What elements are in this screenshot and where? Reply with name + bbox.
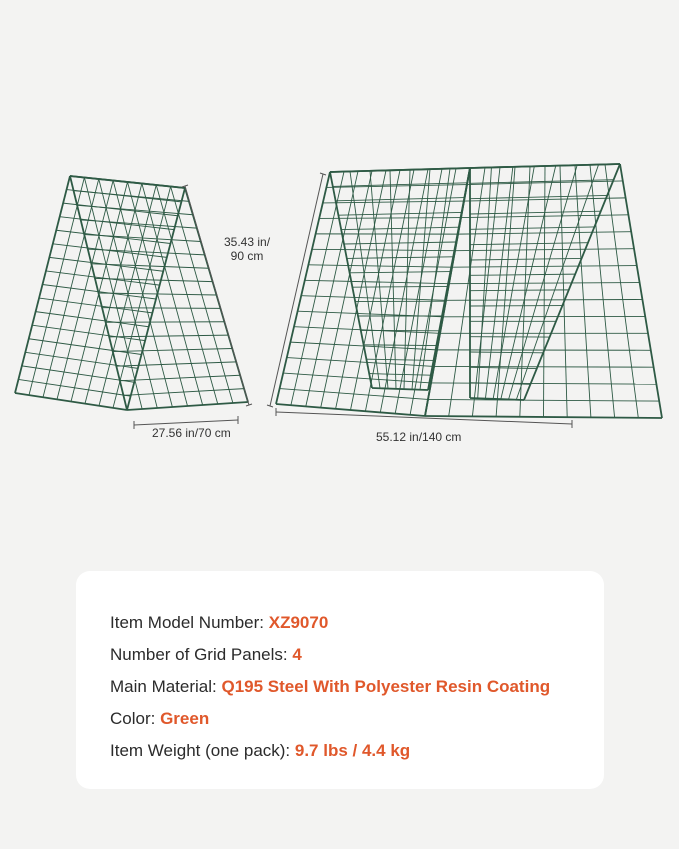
large-back-right-panel-horizontal-wire — [470, 352, 543, 353]
large-front-left-panel-horizontal-wire — [319, 218, 461, 219]
height-dimension-label — [224, 235, 270, 263]
height-label-line1: 35.43 in/ — [224, 235, 271, 249]
small-front-panel-horizontal-wire — [77, 205, 193, 215]
spec-value: Green — [160, 709, 210, 728]
grid-panels — [15, 164, 662, 418]
large-front-right-panel-vertical-wire — [449, 168, 485, 417]
large-front-left-panel-horizontal-wire — [280, 389, 428, 400]
small-back-panel-horizontal-wire — [60, 217, 174, 230]
large-back-right-panel-horizontal-wire — [470, 290, 569, 291]
spec-value: 4 — [292, 645, 302, 664]
large-front-right-panel-vertical-wire — [590, 165, 615, 418]
spec-row-weight — [110, 735, 550, 767]
small-front-panel-horizontal-wire — [120, 375, 240, 381]
large-front-left-panel-vertical-wire — [321, 171, 372, 408]
large-front-right-panel-horizontal-wire — [449, 283, 640, 284]
spec-value: Q195 Steel With Polyester Resin Coating — [221, 677, 551, 696]
large-height-dimension-line — [270, 174, 323, 406]
spec-row-color — [110, 703, 550, 735]
small-back-panel-horizontal-wire — [32, 325, 145, 340]
large-front-right-panel-horizontal-wire — [431, 383, 656, 384]
small-front-panel-horizontal-wire — [106, 322, 225, 323]
spec-value: XZ9070 — [268, 613, 329, 632]
small-back-panel-frame — [15, 393, 127, 410]
large-front-right-panel-horizontal-wire — [434, 366, 654, 367]
large-front-right-panel-vertical-wire — [544, 166, 546, 417]
large-front-right-panel-vertical-wire — [472, 167, 500, 416]
height-dimension-line — [185, 186, 249, 405]
large-back-right-panel-horizontal-wire — [470, 367, 537, 368]
large-back-left-panel-horizontal-wire — [352, 286, 447, 287]
small-back-panel-horizontal-wire — [46, 271, 160, 285]
dimension-lines — [134, 173, 572, 429]
large-front-right-panel-frame — [620, 164, 662, 418]
spec-list — [110, 607, 550, 767]
large-front-left-panel-horizontal-wire — [287, 358, 434, 367]
small-width-dimension-line — [134, 420, 238, 425]
large-front-left-panel-vertical-wire — [395, 169, 442, 414]
large-front-right-panel-frame — [425, 416, 662, 418]
large-front-left-panel-frame — [276, 404, 425, 416]
spec-row-model — [110, 607, 550, 639]
spec-card — [76, 571, 604, 789]
large-front-left-panel-vertical-wire — [306, 171, 358, 406]
large-front-left-panel-frame — [276, 172, 330, 404]
large-width-dimension-line — [276, 412, 572, 424]
spec-label: Main Material: — [110, 677, 222, 696]
small-back-panel-horizontal-wire — [39, 298, 152, 313]
small-front-panel-horizontal-wire — [88, 249, 205, 255]
large-front-right-panel-vertical-wire — [520, 166, 530, 416]
large-back-left-panel-horizontal-wire — [347, 257, 453, 259]
large-front-right-panel-vertical-wire — [605, 164, 638, 417]
spec-label: Color: — [110, 709, 161, 728]
large-front-left-panel-vertical-wire — [410, 168, 456, 414]
small-front-panel-frame — [70, 176, 185, 188]
large-front-right-panel-frame — [425, 168, 470, 416]
large-front-left-panel-vertical-wire — [291, 172, 344, 406]
spec-label: Item Model Number: — [110, 613, 269, 632]
large-front-left-panel-horizontal-wire — [294, 327, 440, 334]
small-back-panel-horizontal-wire — [18, 379, 130, 396]
large-back-left-panel-horizontal-wire — [336, 198, 465, 201]
small-width-label: 27.56 in/70 cm — [152, 426, 231, 440]
large-front-left-panel-vertical-wire — [336, 170, 386, 408]
small-back-panel-horizontal-wire — [29, 339, 142, 355]
large-width-label: 55.12 in/140 cm — [376, 430, 462, 444]
spec-row-panels — [110, 639, 550, 671]
small-front-panel-horizontal-wire — [123, 389, 244, 396]
small-back-panel-horizontal-wire — [36, 312, 149, 327]
large-front-right-panel-vertical-wire — [575, 165, 591, 417]
large-back-left-panel-horizontal-wire — [338, 212, 461, 215]
small-back-panel-frame — [127, 188, 185, 410]
small-front-panel-horizontal-wire — [74, 191, 189, 202]
large-front-right-panel-horizontal-wire — [446, 299, 642, 300]
large-back-left-panel-horizontal-wire — [344, 242, 456, 244]
small-front-panel-horizontal-wire — [81, 220, 197, 228]
spec-value: 9.7 lbs / 4.4 kg — [294, 741, 411, 760]
large-back-left-panel-horizontal-wire — [341, 227, 459, 229]
spec-label: Item Weight (one pack): — [110, 741, 295, 760]
spec-label: Number of Grid Panels: — [110, 645, 293, 664]
small-front-panel-frame — [127, 402, 248, 410]
spec-row-material — [110, 671, 550, 703]
small-back-panel-frame — [15, 176, 70, 393]
height-label-line2: 90 cm — [230, 249, 264, 263]
